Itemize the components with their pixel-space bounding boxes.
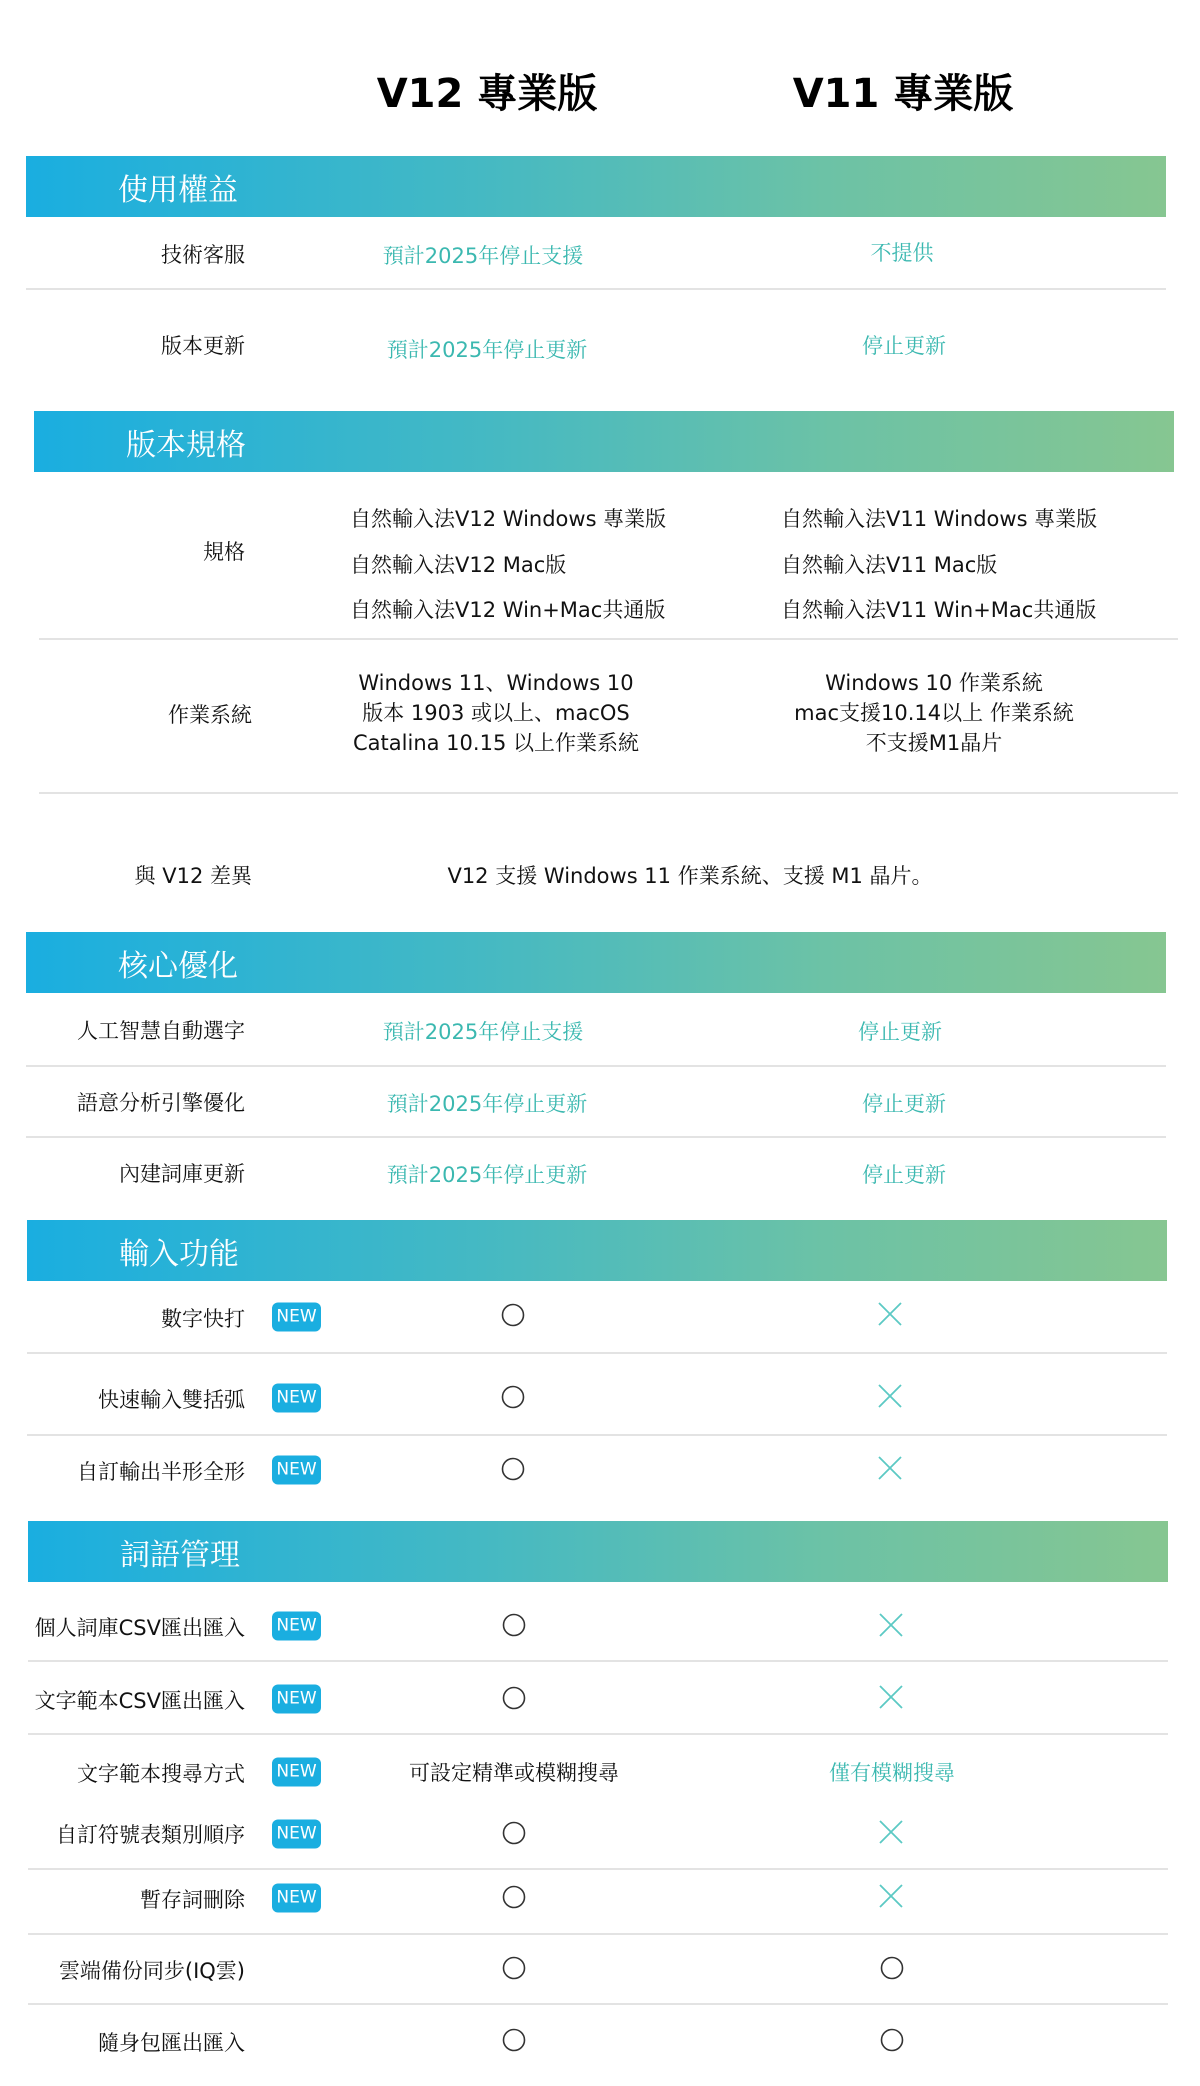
row-label-number-quick: 數字快打 [161, 1307, 245, 1331]
circle-icon [501, 2027, 527, 2057]
spec-item: 自然輸入法V12 Win+Mac共通版 [350, 598, 666, 622]
cross-icon [877, 1683, 905, 1715]
row-label-cloud-sync: 雲端備份同步(IQ雲) [58, 1959, 245, 1983]
row-label-spec: 規格 [203, 540, 245, 564]
row-divider [27, 1352, 1167, 1354]
row-label-tech-support: 技術客服 [161, 243, 245, 267]
row-label-portable-pack: 隨身包匯出匯入 [98, 2031, 245, 2055]
new-badge: NEW [272, 1384, 321, 1413]
v12-ai-select: 預計2025年停止支援 [382, 1020, 584, 1044]
v12-builtin-dict: 預計2025年停止更新 [386, 1163, 588, 1187]
section-header-term-mgmt [28, 1521, 1168, 1582]
v11-version-update: 停止更新 [862, 334, 946, 358]
row-divider [28, 2003, 1168, 2005]
row-divider [28, 1733, 1168, 1735]
v12-spec-list [350, 497, 666, 634]
row-label-diff: 與 V12 差異 [134, 864, 252, 888]
circle-icon [500, 1456, 526, 1486]
v11-semantic: 停止更新 [862, 1092, 946, 1116]
row-label-os: 作業系統 [168, 703, 252, 727]
row-divider [28, 1933, 1168, 1935]
column-title-v12: V12 專業版 [376, 71, 598, 117]
v12-os [353, 668, 639, 758]
row-divider [39, 792, 1178, 794]
circle-icon [501, 1685, 527, 1715]
new-badge: NEW [272, 1456, 321, 1485]
new-badge: NEW [272, 1303, 321, 1332]
row-divider [28, 1660, 1168, 1662]
spec-item: 自然輸入法V12 Mac版 [350, 552, 567, 577]
section-title: 輸入功能 [119, 1237, 239, 1272]
row-divider [28, 1868, 1168, 1870]
v12-template-search: 可設定精準或模糊搜尋 [409, 1761, 619, 1785]
row-label-semantic: 語意分析引擎優化 [77, 1091, 245, 1115]
column-title-v11: V11 專業版 [792, 71, 1014, 117]
cross-icon [876, 1300, 904, 1332]
circle-icon [879, 1955, 905, 1985]
v12-version-update: 預計2025年停止更新 [386, 338, 588, 362]
cross-icon [876, 1454, 904, 1486]
os-line: Windows 10 作業系統 [825, 671, 1043, 695]
spec-item: 自然輸入法V11 Windows 專業版 [781, 507, 1098, 531]
row-label-symbol-order: 自訂符號表類別順序 [56, 1823, 245, 1847]
section-header-specs [34, 411, 1174, 472]
section-header-core [26, 932, 1166, 993]
cross-icon [876, 1382, 904, 1414]
os-line: Catalina 10.15 以上作業系統 [353, 731, 639, 755]
spec-item: 自然輸入法V12 Windows 專業版 [350, 507, 667, 531]
os-line: mac支援10.14以上 作業系統 [794, 701, 1074, 725]
row-label-template-csv: 文字範本CSV匯出匯入 [34, 1689, 245, 1713]
section-header-rights [26, 156, 1166, 217]
circle-icon [879, 2027, 905, 2057]
section-title: 核心優化 [118, 949, 238, 984]
circle-icon [501, 1820, 527, 1850]
row-label-template-search: 文字範本搜尋方式 [77, 1762, 245, 1786]
v12-semantic: 預計2025年停止更新 [386, 1092, 588, 1116]
new-badge: NEW [272, 1758, 321, 1787]
v11-os [794, 668, 1074, 758]
row-divider [26, 288, 1166, 290]
section-title: 詞語管理 [120, 1538, 240, 1573]
v11-spec-list [781, 497, 1097, 634]
row-label-temp-word-delete: 暫存詞刪除 [140, 1888, 245, 1912]
row-divider [27, 1434, 1167, 1436]
spec-item: 自然輸入法V11 Win+Mac共通版 [781, 598, 1097, 622]
row-label-half-full-width: 自訂輸出半形全形 [77, 1460, 245, 1484]
new-badge: NEW [272, 1612, 321, 1641]
row-divider [39, 638, 1178, 640]
v11-builtin-dict: 停止更新 [862, 1163, 946, 1187]
section-title: 版本規格 [126, 428, 246, 463]
v11-ai-select: 停止更新 [858, 1020, 942, 1044]
row-label-double-bracket: 快速輸入雙括弧 [98, 1388, 245, 1412]
spec-item: 自然輸入法V11 Mac版 [781, 552, 998, 577]
new-badge: NEW [272, 1685, 321, 1714]
v11-template-search: 僅有模糊搜尋 [829, 1761, 955, 1785]
new-badge: NEW [272, 1820, 321, 1849]
row-label-version-update: 版本更新 [161, 334, 245, 358]
os-line: Windows 11、Windows 10 [358, 671, 634, 695]
circle-icon [501, 1955, 527, 1985]
diff-note: V12 支援 Windows 11 作業系統、支援 M1 晶片。 [447, 864, 933, 888]
circle-icon [501, 1612, 527, 1642]
v12-tech-support: 預計2025年停止支援 [382, 244, 584, 268]
cross-icon [877, 1818, 905, 1850]
row-divider [26, 1065, 1166, 1067]
circle-icon [500, 1384, 526, 1414]
circle-icon [501, 1884, 527, 1914]
cross-icon [877, 1882, 905, 1914]
section-header-input [27, 1220, 1167, 1281]
section-title: 使用權益 [118, 173, 238, 208]
os-line: 不支援M1晶片 [865, 731, 1003, 755]
cross-icon [877, 1611, 905, 1643]
row-label-personal-dict-csv: 個人詞庫CSV匯出匯入 [34, 1616, 245, 1640]
circle-icon [500, 1302, 526, 1332]
os-line: 版本 1903 或以上、macOS [362, 701, 630, 725]
v11-tech-support: 不提供 [870, 241, 934, 265]
new-badge: NEW [272, 1884, 321, 1913]
row-divider [26, 1136, 1166, 1138]
row-label-builtin-dict: 內建詞庫更新 [119, 1162, 245, 1186]
row-label-ai-select: 人工智慧自動選字 [77, 1019, 245, 1043]
